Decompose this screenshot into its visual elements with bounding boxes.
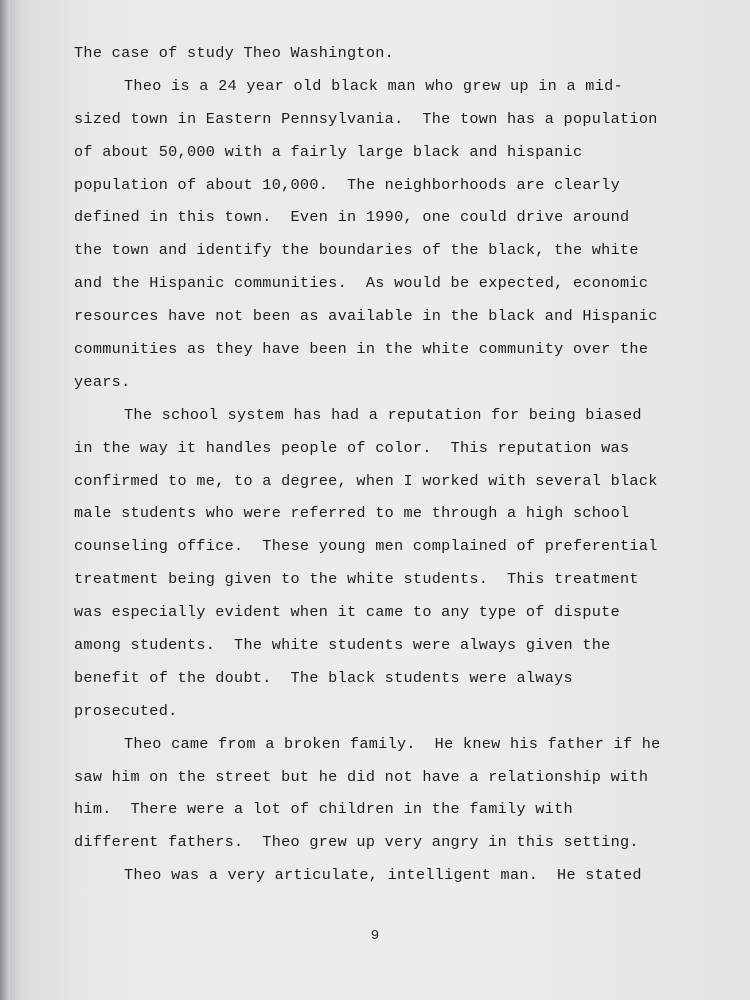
- text-line: defined in this town. Even in 1990, one could drive around: [74, 208, 630, 227]
- text-line: male students who were referred to me through a high school: [74, 504, 630, 523]
- text-line: among students. The white students were always given the: [74, 636, 611, 655]
- text-line: counseling office. These young men complained of preferential: [74, 537, 658, 556]
- text-line: sized town in Eastern Pennsylvania. The town has a population: [74, 109, 658, 128]
- text-line: him. There were a lot of children in the family with: [74, 800, 573, 819]
- text-line: in the way it handles people of color. This reputation was: [74, 438, 630, 457]
- text-line: and the Hispanic communities. As would be expected, economic: [74, 274, 649, 293]
- binding-edge: [0, 0, 10, 1000]
- text-line: confirmed to me, to a degree, when I worked with several black: [74, 471, 658, 490]
- text-line: treatment being given to the white students. This treatment: [74, 570, 639, 589]
- text-line: the town and identify the boundaries of the black, the white: [74, 241, 639, 260]
- text-line: different fathers. Theo grew up very angry in this setting.: [74, 833, 639, 852]
- text-line: The case of study Theo Washington.: [74, 44, 395, 62]
- text-line: communities as they have been in the white community over the: [74, 340, 649, 359]
- text-line: The school system has had a reputation for being biased: [124, 405, 642, 424]
- page-number: 9: [370, 928, 380, 944]
- body-text: [74, 40, 714, 895]
- text-line: resources have not been as available in the black and Hispanic: [74, 307, 658, 326]
- text-line: Theo is a 24 year old black man who grew up in a mid-: [124, 76, 623, 95]
- text-line: Theo was a very articulate, intelligent man. He stated: [124, 866, 642, 885]
- text-line: Theo came from a broken family. He knew his father if he: [124, 734, 661, 753]
- text-line: population of about 10,000. The neighborhoods are clearly: [74, 175, 621, 194]
- text-line: of about 50,000 with a fairly large black and hispanic: [74, 142, 583, 161]
- text-line: was especially evident when it came to any type of dispute: [74, 603, 621, 622]
- text-line: benefit of the doubt. The black students were always: [74, 668, 573, 687]
- text-line: years.: [74, 372, 131, 391]
- text-line: saw him on the street but he did not have a relationship with: [74, 767, 649, 786]
- text-line: prosecuted.: [74, 701, 178, 720]
